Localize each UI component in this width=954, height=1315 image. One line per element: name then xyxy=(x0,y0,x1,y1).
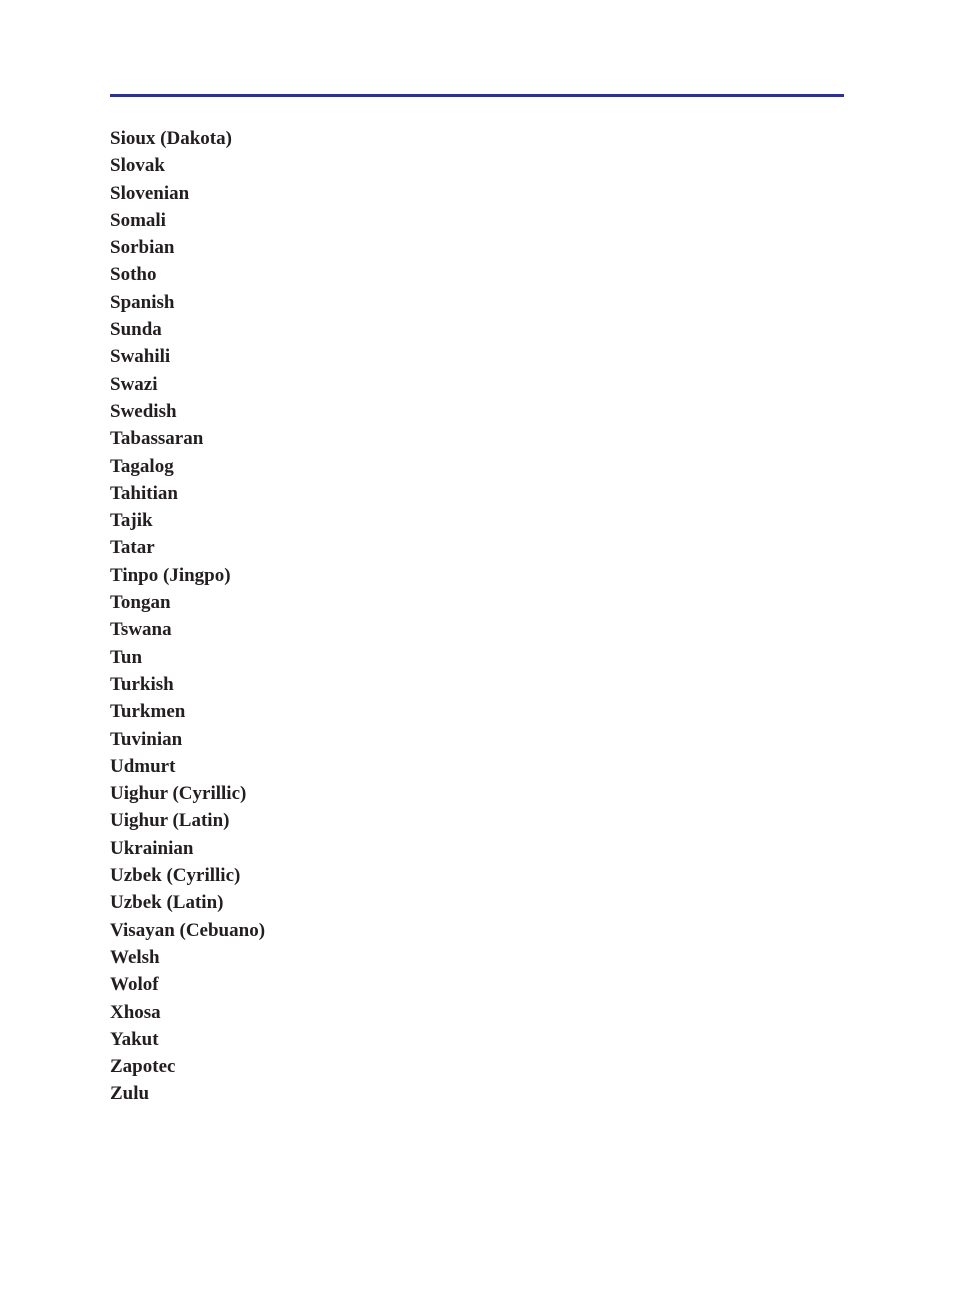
language-item: Tatar xyxy=(110,537,155,559)
language-item: Swazi xyxy=(110,373,158,395)
language-item: Sunda xyxy=(110,319,162,341)
language-item: Zulu xyxy=(110,1083,150,1105)
language-item: Yakut xyxy=(110,1028,159,1050)
language-item: Ukrainian xyxy=(110,837,194,859)
language-item: Uzbek (Cyrillic) xyxy=(110,865,241,887)
language-item: Tagalog xyxy=(110,455,174,477)
language-item: Slovenian xyxy=(110,182,190,204)
language-item: Wolof xyxy=(110,974,159,996)
language-item: Swedish xyxy=(110,400,177,422)
language-item: Tun xyxy=(110,646,143,668)
language-item: Sioux (Dakota) xyxy=(110,128,232,149)
language-item: Tswana xyxy=(110,619,172,641)
language-item: Xhosa xyxy=(110,1001,161,1023)
language-item: Slovak xyxy=(110,155,165,177)
language-item: Tuvinian xyxy=(110,728,183,750)
language-item: Udmurt xyxy=(110,755,176,777)
language-item: Sorbian xyxy=(110,237,175,259)
language-item: Swahili xyxy=(110,346,171,368)
language-item: Sotho xyxy=(110,264,157,286)
language-item: Spanish xyxy=(110,291,175,313)
language-item: Uighur (Cyrillic) xyxy=(110,783,247,805)
language-item: Uzbek (Latin) xyxy=(110,892,224,914)
language-item: Welsh xyxy=(110,946,160,968)
language-item: Tinpo (Jingpo) xyxy=(110,564,231,586)
language-item: Tabassaran xyxy=(110,428,204,450)
language-item: Uighur (Latin) xyxy=(110,810,230,832)
language-item: Tajik xyxy=(110,510,153,532)
language-list xyxy=(110,125,265,1108)
language-item: Somali xyxy=(110,209,166,231)
language-item: Turkish xyxy=(110,673,174,695)
language-item: Zapotec xyxy=(110,1056,176,1078)
language-item: Turkmen xyxy=(110,701,186,723)
language-item: Visayan (Cebuano) xyxy=(110,919,266,941)
language-item: Tahitian xyxy=(110,482,178,504)
header-rule xyxy=(110,94,844,97)
language-item: Tongan xyxy=(110,592,171,614)
